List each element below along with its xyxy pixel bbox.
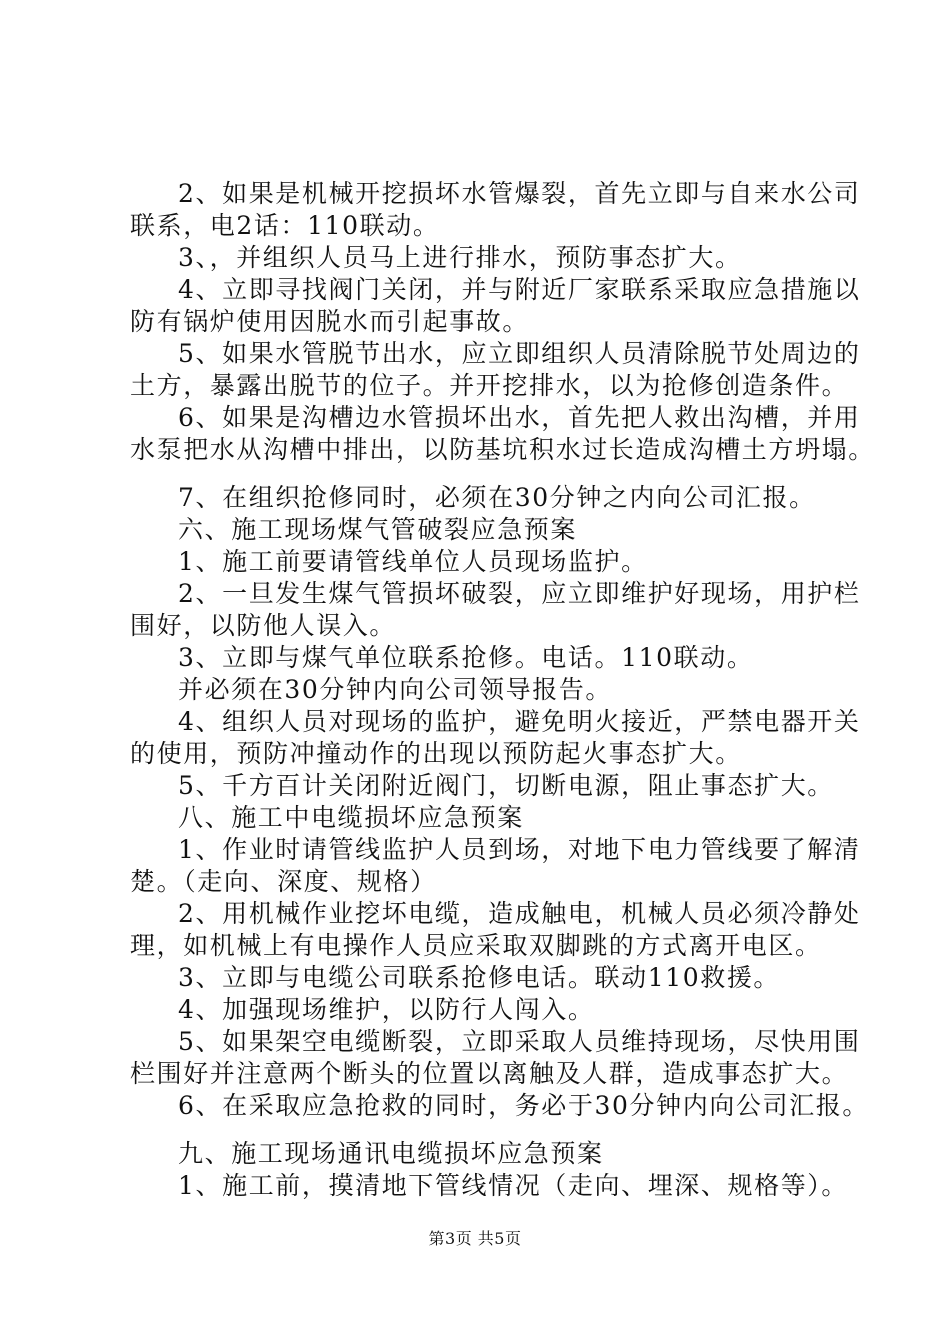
section-heading: 六、施工现场煤气管破裂应急预案 <box>178 515 578 544</box>
paragraph-line: 的使用，预防冲撞动作的出现以预防起火事态扩大。 <box>130 739 742 768</box>
paragraph-line: 3、立即与电缆公司联系抢修电话。联动110救援。 <box>178 963 781 992</box>
paragraph-line: 5、如果水管脱节出水，应立即组织人员清除脱节处周边的 <box>178 339 861 368</box>
paragraph-line: 5、如果架空电缆断裂，立即采取人员维持现场，尽快用围 <box>178 1027 861 1056</box>
paragraph-line: 4、加强现场维护，以防行人闯入。 <box>178 995 595 1024</box>
paragraph-line: 1、施工前，摸清地下管线情况（走向、埋深、规格等）。 <box>178 1171 849 1200</box>
paragraph-line: 1、作业时请管线监护人员到场，对地下电力管线要了解清 <box>178 835 861 864</box>
paragraph-line: 围好，以防他人误入。 <box>130 611 397 640</box>
paragraph-line: 2、用机械作业挖坏电缆，造成触电，机械人员必须冷静处 <box>178 899 861 928</box>
paragraph-line: 3、立即与煤气单位联系抢修。电话。110联动。 <box>178 643 754 672</box>
paragraph-line: 7、在组织抢修同时，必须在30分钟之内向公司汇报。 <box>178 483 816 512</box>
paragraph-line: 水泵把水从沟槽中排出，以防基坑积水过长造成沟槽土方坍塌。 <box>130 435 875 464</box>
paragraph-line: 栏围好并注意两个断头的位置以离触及人群，造成事态扩大。 <box>130 1059 849 1088</box>
paragraph-line: 3、，并组织人员马上进行排水，预防事态扩大。 <box>178 243 742 272</box>
paragraph-line: 联系，电2话：110联动。 <box>130 211 440 240</box>
paragraph-line: 1、施工前要请管线单位人员现场监护。 <box>178 547 648 576</box>
paragraph-line: 理，如机械上有电操作人员应采取双脚跳的方式离开电区。 <box>130 931 822 960</box>
paragraph-line: 楚。（走向、深度、规格） <box>130 867 437 896</box>
paragraph-line: 4、立即寻找阀门关闭，并与附近厂家联系采取应急措施以 <box>178 275 861 304</box>
paragraph-line: 防有锅炉使用因脱水而引起事故。 <box>130 307 530 336</box>
paragraph-line: 4、组织人员对现场的监护，避免明火接近，严禁电器开关 <box>178 707 861 736</box>
page-footer: 第3页 共5页 <box>428 1229 522 1248</box>
paragraph-line: 2、一旦发生煤气管损坏破裂，应立即维护好现场，用护栏 <box>178 579 861 608</box>
paragraph-line: 2、如果是机械开挖损坏水管爆裂，首先立即与自来水公司 <box>178 179 861 208</box>
paragraph-line: 土方，暴露出脱节的位子。并开挖排水，以为抢修创造条件。 <box>130 371 849 400</box>
paragraph-line: 6、如果是沟槽边水管损坏出水，首先把人救出沟槽，并用 <box>178 403 861 432</box>
paragraph-line: 6、在采取应急抢救的同时，务必于30分钟内向公司汇报。 <box>178 1091 869 1120</box>
paragraph-line: 5、千方百计关闭附近阀门，切断电源，阻止事态扩大。 <box>178 771 834 800</box>
section-heading: 八、施工中电缆损坏应急预案 <box>178 803 524 832</box>
paragraph-line: 并必须在30分钟内向公司领导报告。 <box>178 675 613 704</box>
section-heading: 九、施工现场通讯电缆损坏应急预案 <box>178 1139 604 1168</box>
